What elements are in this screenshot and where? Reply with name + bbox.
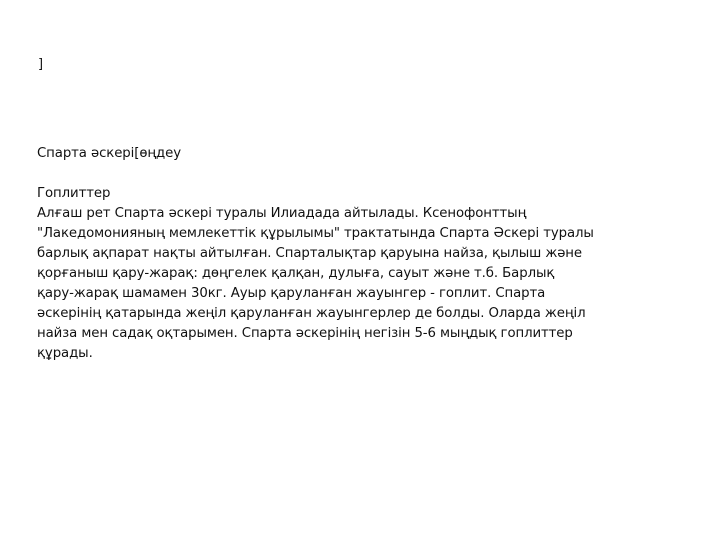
body-line: қорғаныш қару-жарақ: дөңгелек қалқан, дулыға, сауыт және т.б. Барлық bbox=[37, 266, 555, 281]
section-subheading: Гоплиттер bbox=[37, 186, 111, 201]
slide-content bbox=[37, 144, 677, 364]
body-line: найза мен садақ оқтарымен. Спарта әскерінің негізін 5-6 мыңдық гоплиттер bbox=[37, 326, 573, 341]
body-line: құрады. bbox=[37, 346, 93, 361]
stray-bracket-marker: ] bbox=[38, 57, 44, 72]
body-paragraph bbox=[37, 204, 677, 364]
body-line: барлық ақпарат нақты айтылған. Спарталықтар қаруына найза, қылыш және bbox=[37, 246, 582, 261]
body-line: "Лакедомонияның мемлекеттік құрылымы" трактатында Спарта Әскері туралы bbox=[37, 226, 594, 241]
body-line: әскерінің қатарында жеңіл қаруланған жауынгерлер де болды. Оларда жеңіл bbox=[37, 306, 586, 321]
body-line: қару-жарақ шамамен 30кг. Ауыр қаруланған жауынгер - гоплит. Спарта bbox=[37, 286, 546, 301]
page-title: Спарта әскері[өңдеу bbox=[37, 146, 181, 161]
body-line: Алғаш рет Спарта әскері туралы Илиадада айтылады. Ксенофонттың bbox=[37, 206, 527, 221]
